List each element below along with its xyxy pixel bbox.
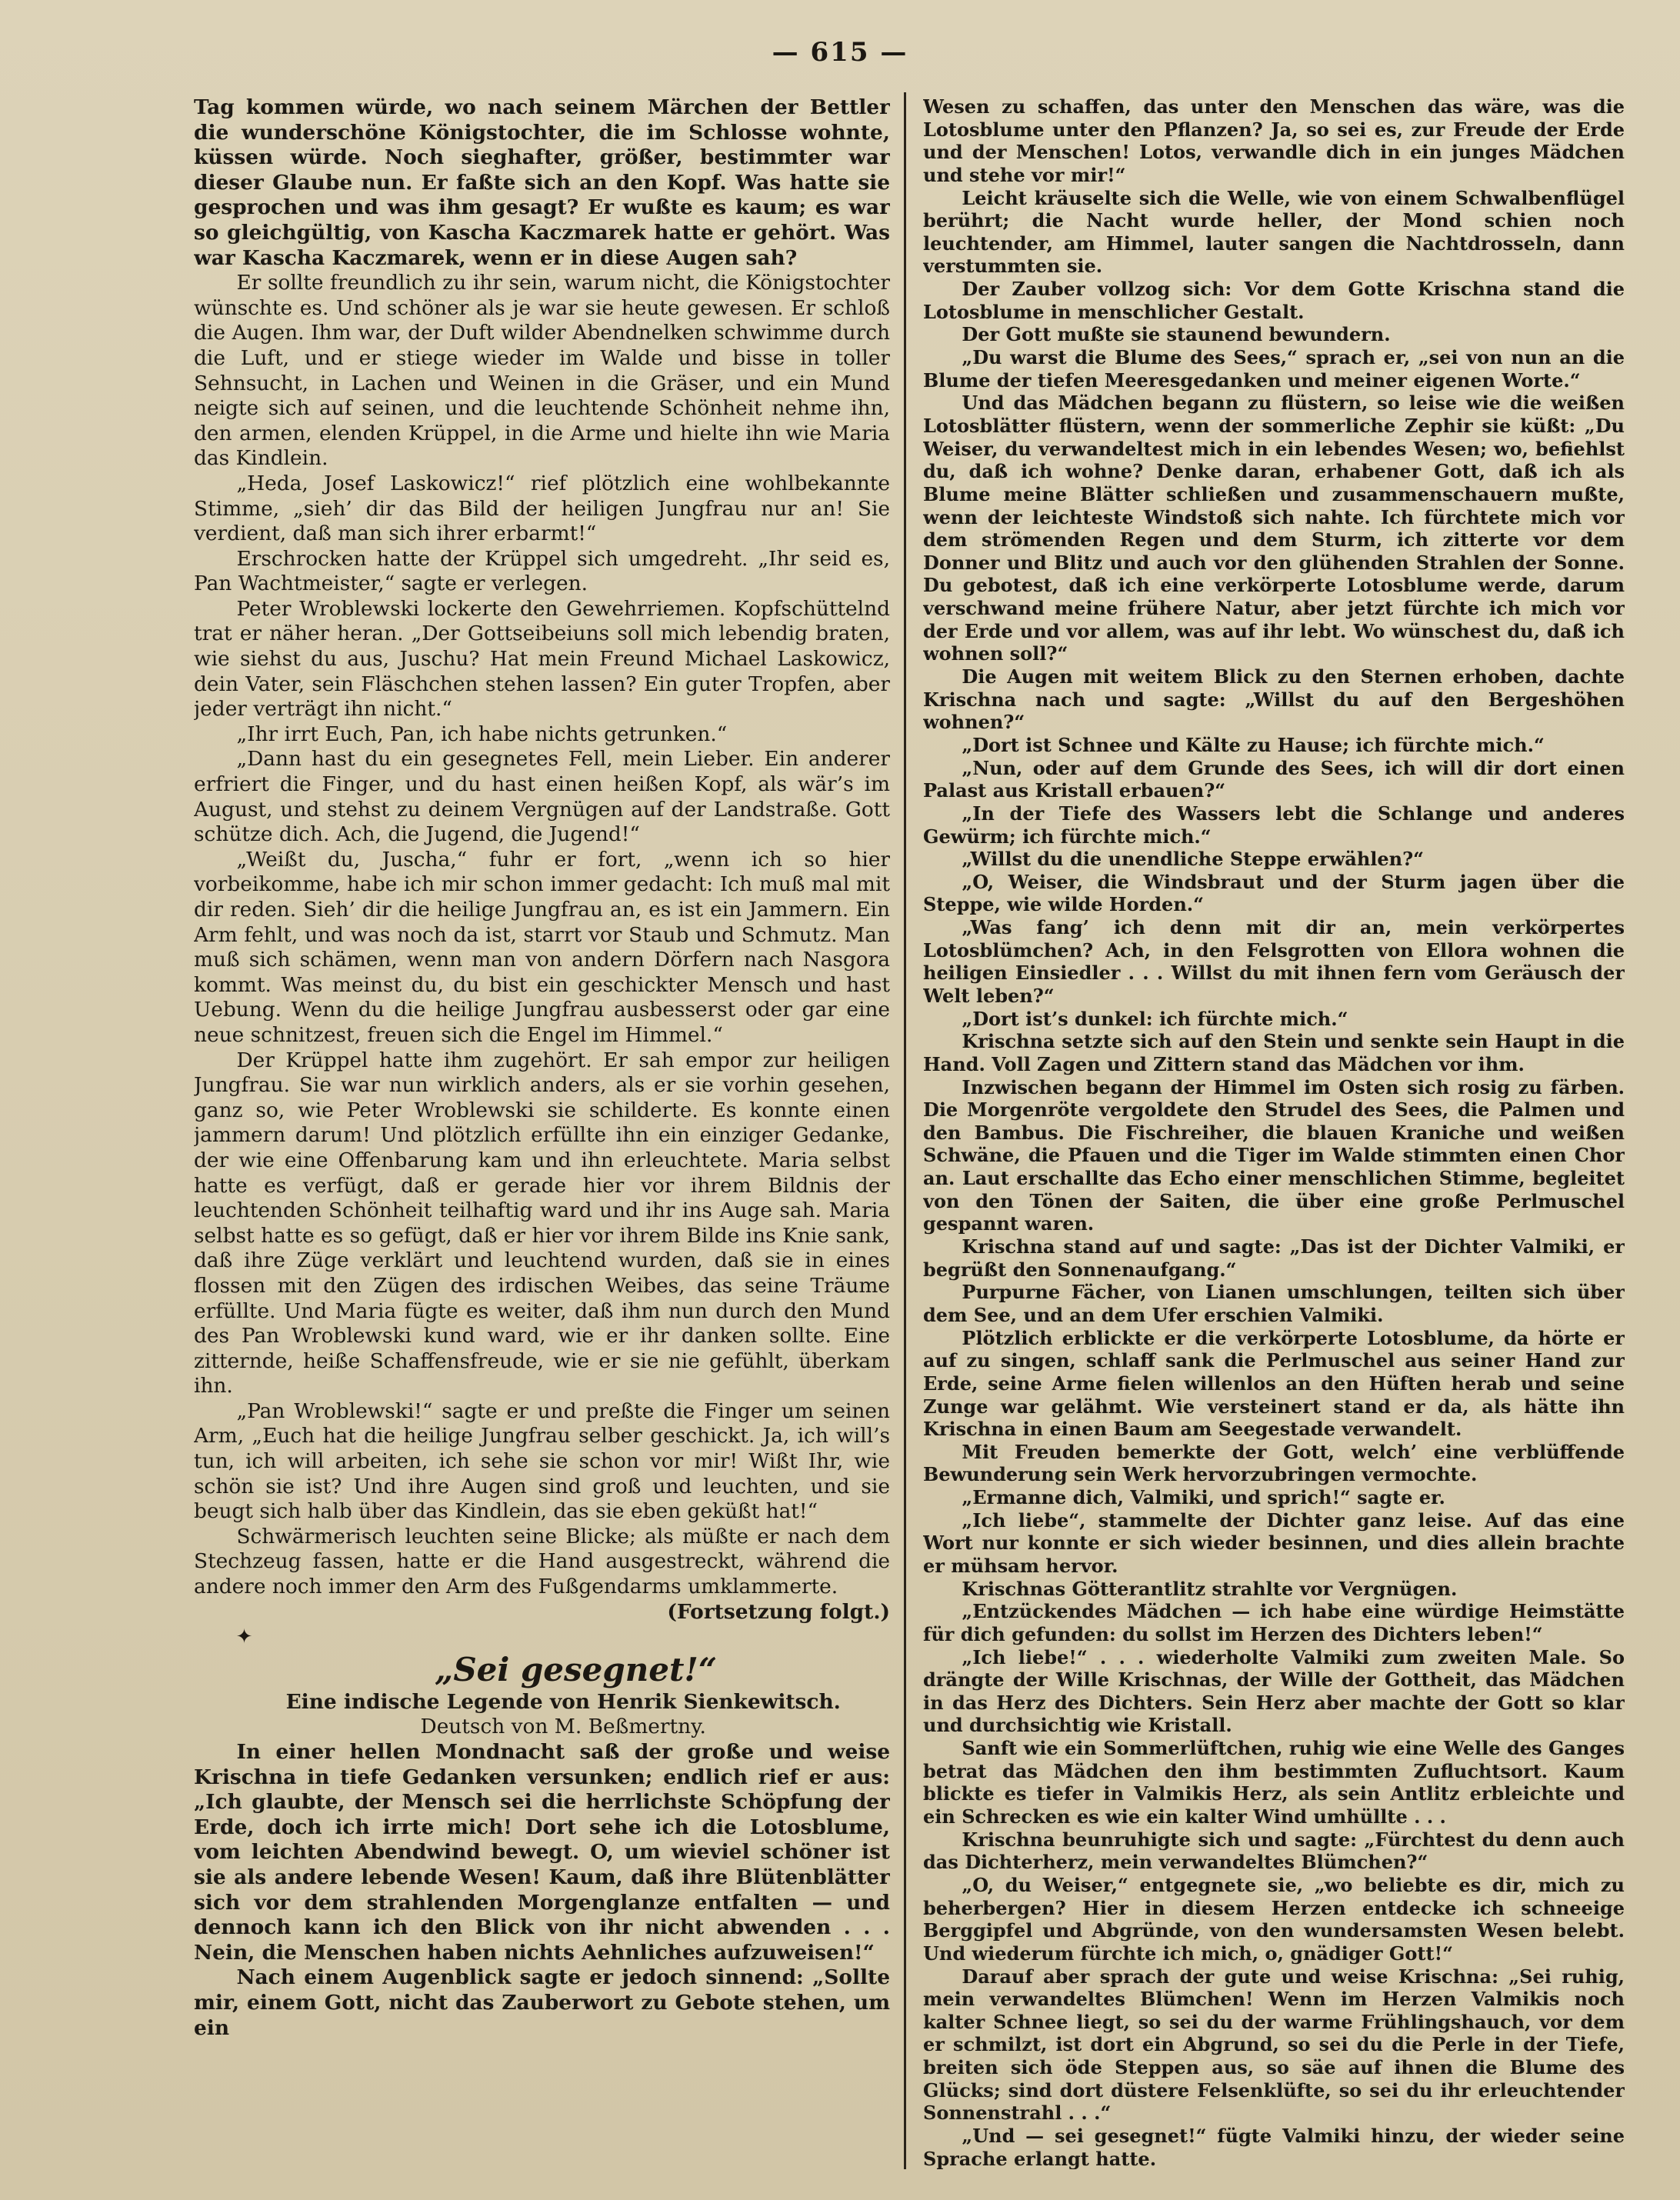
- paragraph: „O, Weiser, die Windsbraut und der Sturm jagen über die Steppe, wie wilde Horden.“: [923, 870, 1625, 916]
- paragraph: Mit Freuden bemerkte der Gott, welch’ eine verblüffende Bewunderung sein Werk hervorzubringen vermochte.: [923, 1440, 1625, 1486]
- paragraph: „Was fang’ ich denn mit dir an, mein verkörpertes Lotosblümchen? Ach, in den Felsgrotten von Ellora wohnen die heiligen Einsiedler . . . Willst du mit ihnen fern vom Geräusch der Welt leben?“: [923, 916, 1625, 1007]
- paragraph: Tag kommen würde, wo nach seinem Märchen der Bettler die wunderschöne Königstochter, die im Schlosse wohnte, küssen würde. Noch sieghafter, größer, bestimmter war dieser Glaube nun. Er faßte sich an den Kopf. Was hatte sie gesprochen und was ihm gesagt? Er wußte es kaum; es war so gleichgültig, von Kascha Kaczmarek hatte er gehört. Was war Kascha Kaczmarek, wenn er in diese Augen sah?: [194, 95, 890, 270]
- paragraph: Er sollte freundlich zu ihr sein, warum nicht, die Königstochter wünschte es. Und schöner als je war sie heute gewesen. Er schloß die Augen. Ihm war, der Duft wilder Abendnelken schwimme durch die Luft, und er stiege wieder im Walde und bisse in toller Sehnsucht, in Lachen und Weinen in die Gräser, und ein Mund neigte sich auf seinen, und die leuchtende Schönheit nehme ihn, den armen, elenden Krüppel, in die Arme und hielte ihn wie Maria das Kindlein.: [194, 271, 890, 471]
- paragraph: „Ermanne dich, Valmiki, und sprich!“ sagte er.: [962, 1486, 1445, 1509]
- ornament-icon: ✦: [235, 1625, 253, 1649]
- continuation-note: (Fortsetzung folgt.): [667, 1599, 890, 1624]
- paragraph: „Dort ist’s dunkel: ich fürchte mich.“: [962, 1007, 1348, 1030]
- paragraph: „Weißt du, Juscha,“ fuhr er fort, „wenn ich so hier vorbeikomme, habe ich mir schon immer gedacht: Ich muß mal mit dir reden. Sieh’ dir die heilige Jungfrau an, es ist ein Jammern. Ein Arm fehlt, und was noch da ist, starrt vor Staub und Schmutz. Man muß sich schämen, wenn man von andern Dörfern nach Nasgora kommt. Was meinst du, du bist ein geschickter Mensch und hast Uebung. Wenn du die heilige Jungfrau ausbesserst oder gar eine neue schnitzest, freuen sich die Engel im Himmel.“: [194, 847, 890, 1047]
- paragraph: „Dann hast du ein gesegnetes Fell, mein Lieber. Ein anderer erfriert die Finger, und du hast einen heißen Kopf, als wär’s im August, und stehst zu deinem Vergnügen auf der Landstraße. Gott schütze dich. Ach, die Jugend, die Jugend!“: [194, 747, 890, 847]
- paragraph: Nach einem Augenblick sagte er jedoch sinnend: „Sollte mir, einem Gott, nicht das Zauberwort zu Gebote stehen, um ein: [194, 1965, 890, 2040]
- column-divider: [904, 92, 906, 2169]
- paragraph: Krischnas Götterantlitz strahlte vor Vergnügen.: [962, 1577, 1458, 1600]
- paragraph: „Ich liebe!“ . . . wiederholte Valmiki zum zweiten Male. So drängte der Wille Krischnas, der Wille der Gottheit, das Mädchen in das Herz des Dichters. Sein Herz aber machte der Gott so klar und durchsichtig wie Kristall.: [923, 1645, 1625, 1737]
- paragraph: Wesen zu schaffen, das unter den Menschen das wäre, was die Lotosblume unter den Pflanzen? Ja, so sei es, zur Freude der Erde und der Menschen! Lotos, verwandle dich in ein junges Mädchen und stehe vor mir!“: [923, 95, 1625, 186]
- paragraph: Krischna setzte sich auf den Stein und senkte sein Haupt in die Hand. Voll Zagen und Zittern stand das Mädchen vor ihm.: [923, 1030, 1625, 1075]
- paragraph: Plötzlich erblickte er die verkörperte Lotosblume, da hörte er auf zu singen, schlaff sank die Perlmuschel aus seiner Hand zur Erde, seine Arme fielen willenlos an den Hüften herab und seine Zunge war gelähmt. Wie versteinert stand er da, als hätte ihn Krischna in einen Baum am Seegestade verwandelt.: [923, 1326, 1625, 1441]
- paragraph: Krischna stand auf und sagte: „Das ist der Dichter Valmiki, er begrüßt den Sonnenaufgang.“: [923, 1235, 1625, 1281]
- paragraph: „Pan Wroblewski!“ sagte er und preßte die Finger um seinen Arm, „Euch hat die heilige Jungfrau selber geschickt. Ja, ich will’s tun, ich will arbeiten, ich sehe sie schon vor mir! Wißt Ihr, wie schön sie ist? Und ihre Augen sind groß und leuchten, und sie beugt sich halb über das Kindlein, das sie eben geküßt hat!“: [194, 1398, 890, 1524]
- paragraph: „Du warst die Blume des Sees,“ sprach er, „sei von nun an die Blume der tiefen Meeresgedanken und meiner eigenen Worte.“: [923, 346, 1625, 392]
- paragraph: „Nun, oder auf dem Grunde des Sees, ich will dir dort einen Palast aus Kristall erbauen?“: [923, 756, 1625, 802]
- paragraph: „O, du Weiser,“ entgegnete sie, „wo beliebte es dir, mich zu beherbergen? Hier in diesem Herzen entdecke ich schneeige Berggipfel und Abgründe, von den wundersamsten Wesen belebt. Und wiederum fürchte ich mich, o, gnädiger Gott!“: [923, 1873, 1625, 1965]
- paragraph: Sanft wie ein Sommerlüftchen, ruhig wie eine Welle des Ganges betrat das Mädchen den ihm bestimmten Zufluchtsort. Kaum blickte es tiefer in Valmikis Herz, als sein Antlitz erbleichte und ein Schrecken es wie ein kalter Wind umhüllte . . .: [923, 1737, 1625, 1828]
- paragraph: Der Gott mußte sie staunend bewundern.: [962, 323, 1391, 346]
- paragraph: „Willst du die unendliche Steppe erwählen?“: [962, 848, 1424, 871]
- paragraph: Krischna beunruhigte sich und sagte: „Fürchtest du denn auch das Dichterherz, mein verwandeltes Blümchen?“: [923, 1828, 1625, 1874]
- paragraph: „In der Tiefe des Wassers lebt die Schlange und anderes Gewürm; ich fürchte mich.“: [923, 802, 1625, 848]
- page-number: — 615 —: [772, 37, 908, 68]
- paragraph: Der Zauber vollzog sich: Vor dem Gotte Krischna stand die Lotosblume in menschlicher Gestalt.: [923, 278, 1625, 323]
- paragraph: Schwärmerisch leuchten seine Blicke; als müßte er nach dem Stechzeug fassen, hatte er die Hand ausgestreckt, während die andere noch immer den Arm des Fußgendarms umklammerte.: [194, 1524, 890, 1599]
- paragraph: „Entzückendes Mädchen — ich habe eine würdige Heimstätte für dich gefunden: du sollst im Herzen des Dichters leben!“: [923, 1600, 1625, 1645]
- story-translator: Deutsch von M. Beßmertny.: [420, 1715, 706, 1739]
- paragraph: „Heda, Josef Laskowicz!“ rief plötzlich eine wohlbekannte Stimme, „sieh’ dir das Bild der heiligen Jungfrau nur an! Sie verdient, daß man sich ihrer erbarmt!“: [194, 471, 890, 546]
- paragraph: Peter Wroblewski lockerte den Gewehrriemen. Kopfschüttelnd trat er näher heran. „Der Gottseibeiuns soll mich lebendig braten, wie siehst du aus, Juschu? Hat mein Freund Michael Laskowicz, dein Vater, sein Fläschchen stehen lassen? Ein guter Tropfen, aber jeder verträgt ihn nicht.“: [194, 596, 890, 722]
- paragraph: Erschrocken hatte der Krüppel sich umgedreht. „Ihr seid es, Pan Wachtmeister,“ sagte er verlegen.: [194, 546, 890, 596]
- paragraph: „Dort ist Schnee und Kälte zu Hause; ich fürchte mich.“: [962, 733, 1545, 756]
- right-column: [923, 95, 1625, 2169]
- paragraph: „Und — sei gesegnet!“ fügte Valmiki hinzu, der wieder seine Sprache erlangt hatte.: [923, 2125, 1625, 2169]
- paragraph: „Ich liebe“, stammelte der Dichter ganz leise. Auf das eine Wort nur konnte er sich wieder besinnen, und dies allein brachte er mühsam hervor.: [923, 1508, 1625, 1577]
- paragraph: „Ihr irrt Euch, Pan, ich habe nichts getrunken.“: [236, 722, 728, 746]
- paragraph: Purpurne Fächer, von Lianen umschlungen, teilten sich über dem See, und an dem Ufer erschien Valmiki.: [923, 1281, 1625, 1326]
- left-column: [194, 95, 890, 2169]
- story-subtitle: Eine indische Legende von Henrik Sienkewitsch.: [285, 1689, 841, 1714]
- story-title: „Sei gesegnet!“: [435, 1650, 718, 1688]
- paragraph: Darauf aber sprach der gute und weise Krischna: „Sei ruhig, mein verwandeltes Blümchen! Wenn im Herzen Valmikis noch kalter Schnee liegt, so sei du der warme Frühlingshauch, vor dem er schmilzt, ist dort ein Abgrund, so sei du die Perle in der Tiefe, breiten sich öde Steppen aus, so säe auf ihnen die Blume des Glücks; sind dort düstere Felsenklüfte, so sei du ihr erleuchtender Sonnenstrahl . . .“: [923, 1965, 1625, 2125]
- paragraph: In einer hellen Mondnacht saß der große und weise Krischna in tiefe Gedanken versunken; endlich rief er aus: „Ich glaubte, der Mensch sei die herrlichste Schöpfung der Erde, doch ich irrte mich! Dort sehe ich die Lotosblume, vom leichten Abendwind bewegt. O, um wieviel schöner ist sie als andere lebende Wesen! Kaum, daß ihre Blütenblätter sich vor dem strahlenden Morgenglanze entfalten — und dennoch kann ich den Blick von ihr nicht abwenden . . . Nein, die Menschen haben nichts Aehnliches aufzuweisen!“: [194, 1740, 890, 1965]
- paragraph: Die Augen mit weitem Blick zu den Sternen erhoben, dachte Krischna nach und sagte: „Willst du auf den Bergeshöhen wohnen?“: [923, 665, 1625, 734]
- paragraph: Inzwischen begann der Himmel im Osten sich rosig zu färben. Die Morgenröte vergoldete den Strudel des Sees, die Palmen und den Bambus. Die Fischreiher, die blauen Kraniche und weißen Schwäne, die Pfauen und die Tiger im Walde stimmten einen Chor an. Laut erschallte das Echo einer menschlichen Stimme, begleitet von den Tönen der Saiten, die über eine große Perlmuschel gespannt waren.: [923, 1075, 1625, 1235]
- paragraph: Leicht kräuselte sich die Welle, wie von einem Schwalbenflügel berührt; die Nacht wurde heller, der Mond schien noch leuchtender, am Himmel, lauter sangen die Nachtdrosseln, dann verstummten sie.: [923, 186, 1625, 278]
- paragraph: Der Krüppel hatte ihm zugehört. Er sah empor zur heiligen Jungfrau. Sie war nun wirklich anders, als er sie vorhin gesehen, ganz so, wie Peter Wroblewski sie schilderte. Es konnte einen jammern darum! Und plötzlich erfüllte ihn ein einziger Gedanke, der wie eine Offenbarung kam und ihn erleuchtete. Maria selbst hatte es verfügt, daß er gerade hier vor ihrem Bildnis der leuchtenden Schönheit teilhaftig ward und ihr ins Auge sah. Maria selbst hatte es so gefügt, daß er hier vor ihrem Bilde ins Knie sank, daß ihre Züge verklärt und leuchtend wurden, daß sie in eines flossen mit den Zügen des irdischen Weibes, das seine Träume erfüllte. Und Maria fügte es weiter, daß ihm nun durch den Mund des Pan Wroblewski kund ward, wie er ihr danken sollte. Eine zitternde, heiße Schaffensfreude, wie er sie nie gefühlt, überkam ihn.: [194, 1048, 890, 1398]
- paragraph: Und das Mädchen begann zu flüstern, so leise wie die weißen Lotosblätter flüstern, wenn der sommerliche Zephir sie küßt: „Du Weiser, du verwandeltest mich in ein lebendes Wesen; wo, befiehlst du, daß ich wohne? Denke daran, erhabener Gott, daß ich als Blume meine Blätter schließen und zusammenschauern mußte, wenn der leichteste Windstoß sich nahte. Ich fürchtete mich vor dem strömenden Regen und dem Sturm, ich zitterte vor dem Donner und Blitz und auch vor den glühenden Strahlen der Sonne. Du gebotest, daß ich eine verkörperte Lotosblume werde, darum verschwand meine frühere Natur, aber jetzt fürchte ich mich vor der Erde und vor allem, was auf ihr lebt. Wo wünschest du, daß ich wohnen soll?“: [923, 392, 1625, 665]
